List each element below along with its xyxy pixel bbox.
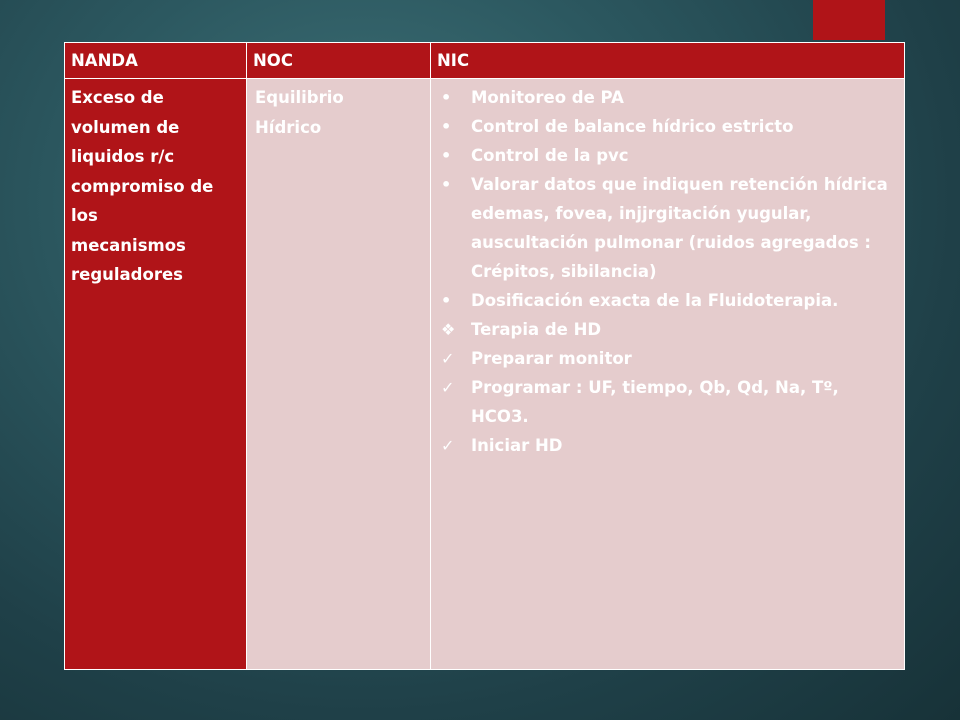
nic-list [439, 83, 898, 460]
list-item [439, 112, 898, 141]
list-item [439, 141, 898, 170]
check-bullet-icon: ✓ [441, 378, 455, 397]
noc-cell [247, 79, 431, 670]
dot-bullet-icon: • [441, 117, 452, 136]
nic-item-text: Terapia de HD [471, 320, 602, 339]
nic-item-text: Programar : UF, tiempo, Qb, Qd, Na, Tº, HCO3. [471, 378, 839, 426]
noc-line: Equilibrio [255, 88, 344, 107]
nanda-line: mecanismos [71, 235, 186, 255]
dot-bullet-icon: • [441, 88, 452, 107]
content-row [65, 79, 905, 670]
list-item [439, 286, 898, 315]
nanda-line: reguladores [71, 265, 183, 284]
nanda-line: Exceso de [71, 88, 164, 107]
nic-item-text: Dosificación exacta de la Fluidoterapia. [471, 291, 839, 310]
header-row [65, 43, 905, 79]
list-item [439, 83, 898, 112]
nanda-line: volumen de [71, 117, 180, 137]
nic-item-text: Valorar datos que indiquen retención hídrica edemas, fovea, injjrgitación yugular, auscultación pulmonar (ruidos agregados : Crépitos, sibilancia) [471, 175, 888, 281]
nic-item-text: Iniciar HD [471, 436, 563, 455]
nic-cell [431, 79, 905, 670]
nic-item-text: Control de balance hídrico estricto [471, 117, 794, 136]
accent-bar [813, 0, 885, 40]
header-nic: NIC [431, 43, 905, 79]
diamond-bullet-icon: ❖ [441, 320, 456, 339]
list-item [439, 431, 898, 460]
nic-item-text: Monitoreo de PA [471, 88, 624, 107]
nanda-line: liquidos r/c [71, 147, 175, 166]
list-item [439, 315, 898, 344]
dot-bullet-icon: • [441, 175, 452, 194]
dot-bullet-icon: • [441, 291, 452, 310]
nic-item-text: Preparar monitor [471, 349, 632, 368]
nic-item-text: Control de la pvc [471, 146, 629, 165]
nanda-cell [65, 79, 247, 670]
nanda-line: compromiso de [71, 176, 214, 196]
list-item [439, 373, 898, 431]
care-plan-table [64, 42, 905, 670]
noc-line: Hídrico [255, 117, 322, 137]
header-noc: NOC [247, 43, 431, 79]
check-bullet-icon: ✓ [441, 436, 455, 455]
list-item [439, 344, 898, 373]
check-bullet-icon: ✓ [441, 349, 455, 368]
header-nanda: NANDA [65, 43, 247, 79]
list-item [439, 170, 898, 286]
nanda-line: los [71, 206, 98, 225]
dot-bullet-icon: • [441, 146, 452, 165]
